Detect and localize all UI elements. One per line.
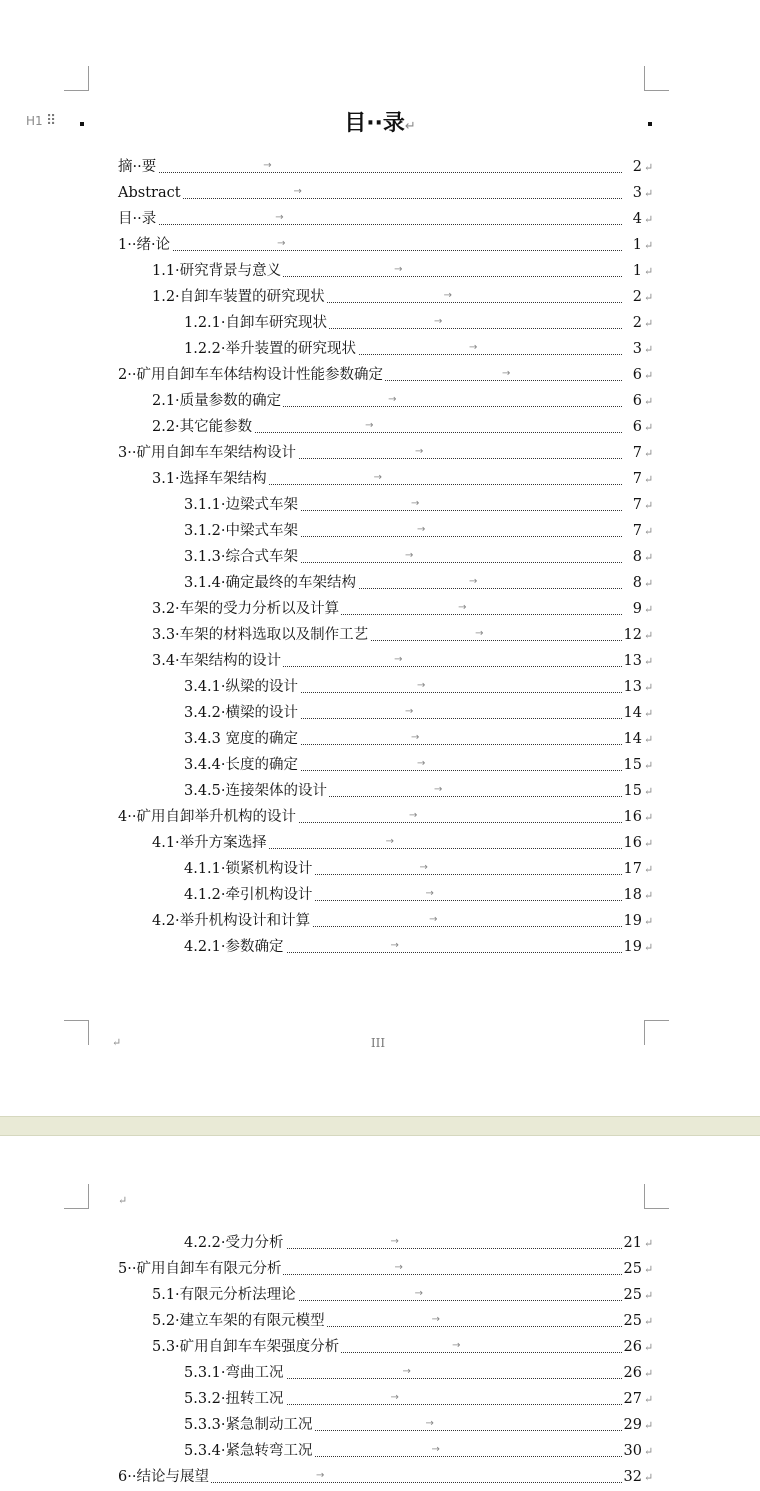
toc-entry[interactable] [0,726,760,752]
paragraph-mark: ↵ [644,655,654,668]
toc-entry-page: 6 [632,367,642,383]
toc-entry-title: 4.1.1·锁紧机构设计 [184,856,315,882]
toc-entry-page: 21 [623,1235,642,1251]
paragraph-mark: ↵ [644,863,654,876]
toc-entry[interactable] [0,1438,760,1464]
toc-entry[interactable] [0,1282,760,1308]
toc-entry-title: 4··矿用自卸举升机构的设计 [118,804,298,830]
paragraph-mark: ↵ [644,213,654,226]
tab-arrow-icon: → [417,680,426,691]
toc-entry[interactable] [0,180,760,206]
tab-arrow-icon: → [443,290,453,301]
toc-entry-page: 15 [623,757,642,773]
tab-arrow-icon: → [394,1262,403,1273]
toc-entry-title: 3.2·车架的受力分析以及计算 [152,596,341,622]
paragraph-mark: ↵ [644,265,654,278]
toc-entry-title: 3.1.4·确定最终的车架结构 [184,570,358,596]
footer-page-number: III [370,1036,386,1050]
paragraph-mark: ↵ [644,603,654,616]
tab-arrow-icon: → [394,654,403,665]
paragraph-mark: ↵ [644,525,654,538]
tab-arrow-icon: → [411,732,420,743]
toc-dot-leader [118,224,622,225]
toc-entry[interactable] [0,440,760,466]
toc-entry-page: 12 [623,627,642,643]
paragraph-mark: ↵ [644,889,654,902]
tab-arrow-icon: → [469,342,478,353]
tab-arrow-icon: → [385,836,395,847]
toc-entry-page: 15 [623,783,642,799]
toc-entry-title: 4.2.2·受力分析 [184,1230,286,1256]
toc-entry[interactable] [0,752,760,778]
toc-entry-page: 25 [623,1287,642,1303]
toc-entry[interactable] [0,232,760,258]
toc-entry[interactable] [0,648,760,674]
tab-arrow-icon: → [394,264,403,275]
page-title [0,106,760,137]
paragraph-mark: ↵ [404,119,416,134]
toc-entry-page: 2 [632,315,642,331]
paragraph-mark: ↵ [644,343,654,356]
toc-entry[interactable] [0,596,760,622]
toc-entry-title: 3··矿用自卸车车架结构设计 [118,440,298,466]
toc-entry-title: 4.1·举升方案选择 [152,830,269,856]
toc-entry[interactable] [0,830,760,856]
tab-arrow-icon: → [263,160,272,171]
toc-entry-page: 19 [623,939,642,955]
tab-arrow-icon: → [429,914,438,925]
toc-entry-title: 3.4.5·连接架体的设计 [184,778,329,804]
tab-arrow-icon: → [452,1340,461,1351]
drag-handle-icon[interactable]: ⠿ [46,113,55,129]
toc-entry[interactable] [0,310,760,336]
tab-arrow-icon: → [425,888,434,899]
paragraph-mark: ↵ [644,1289,654,1302]
tab-arrow-icon: → [431,1314,441,1325]
toc-entry-page: 29 [623,1417,642,1433]
paragraph-mark: ↵ [644,1419,654,1432]
toc-entry-page: 16 [623,835,642,851]
toc-entry-page: 8 [632,575,642,591]
paragraph-mark: ↵ [644,1393,654,1406]
toc-entry[interactable] [0,284,760,310]
margin-corner-top-left [64,66,89,91]
paragraph-mark: ↵ [644,187,654,200]
paragraph-mark: ↵ [644,1237,654,1250]
toc-entry-page: 3 [632,341,642,357]
header-paragraph-mark: ↵ [118,1194,128,1207]
toc-entry[interactable] [0,804,760,830]
footer-paragraph-mark: ↵ [112,1036,122,1049]
tab-arrow-icon: → [475,628,484,639]
toc-entry[interactable] [0,258,760,284]
toc-entry-title: Abstract [118,180,183,206]
paragraph-mark: ↵ [644,811,654,824]
toc-entry-title: 摘··要 [118,154,158,180]
tab-arrow-icon: → [419,862,428,873]
toc-entry-page: 2 [632,159,642,175]
toc-entry-title: 1.2·自卸车装置的研究现状 [152,284,327,310]
toc-entry-page: 1 [632,263,642,279]
toc-entry-page: 6 [632,419,642,435]
toc-entry-page: 7 [632,497,642,513]
paragraph-mark: ↵ [644,1445,654,1458]
toc-entry-title: 3.4.2·横梁的设计 [184,700,300,726]
tab-arrow-icon: → [390,1392,399,1403]
toc-entry-title: 3.4.1·纵梁的设计 [184,674,300,700]
toc-entry-page: 32 [623,1469,642,1485]
paragraph-mark: ↵ [644,395,654,408]
toc-entry-title: 1.1·研究背景与意义 [152,258,283,284]
tab-arrow-icon: → [405,706,414,717]
tab-arrow-icon: → [501,368,511,379]
toc-entry[interactable] [0,934,760,960]
toc-entry-title: 5.3.1·弯曲工况 [184,1360,286,1386]
toc-entry-page: 17 [623,861,642,877]
tab-arrow-icon: → [293,186,302,197]
toc-entry[interactable] [0,518,760,544]
tab-arrow-icon: → [425,1418,434,1429]
toc-entry[interactable] [0,206,760,232]
paragraph-mark: ↵ [644,421,654,434]
toc-entry-page: 14 [623,731,642,747]
toc-dot-leader [118,250,622,251]
page-gap [0,1116,760,1136]
paragraph-mark: ↵ [644,837,654,850]
tab-arrow-icon: → [469,576,478,587]
toc-dot-leader [118,198,622,199]
toc-entry-page: 6 [632,393,642,409]
toc-entry-title: 3.1.2·中梁式车架 [184,518,300,544]
paragraph-mark: ↵ [644,681,654,694]
toc-entry[interactable] [0,674,760,700]
paragraph-mark: ↵ [644,161,654,174]
margin-corner-top-right [644,66,669,91]
toc-entry-title: 4.2.1·参数确定 [184,934,286,960]
toc-entry-title: 3.4·车架结构的设计 [152,648,283,674]
toc-entry-page: 26 [623,1365,642,1381]
paragraph-mark: ↵ [644,1341,654,1354]
toc-entry-title: 5.3.4·紧急转弯工况 [184,1438,315,1464]
tab-arrow-icon: → [434,316,443,327]
tab-arrow-icon: → [315,1470,325,1481]
toc-entry-title: 1.2.2·举升装置的研究现状 [184,336,358,362]
toc-entry-title: 4.1.2·牵引机构设计 [184,882,315,908]
paragraph-mark: ↵ [644,941,654,954]
paragraph-mark: ↵ [644,1471,654,1484]
toc-entry-title: 1··绪·论 [118,232,172,258]
heading-level-tag[interactable]: H1 [26,114,43,128]
document-page-2 [0,1136,760,1485]
paragraph-mark: ↵ [644,915,654,928]
paragraph-mark: ↵ [644,291,654,304]
toc-entry-page: 25 [623,1313,642,1329]
toc-entry[interactable] [0,1360,760,1386]
toc-entry[interactable] [0,336,760,362]
toc-entry-title: 4.2·举升机构设计和计算 [152,908,312,934]
tab-arrow-icon: → [390,1236,399,1247]
toc-entry-title: 5.3.2·扭转工况 [184,1386,286,1412]
toc-entry-title: 5.2·建立车架的有限元模型 [152,1308,327,1334]
paragraph-mark: ↵ [644,369,654,382]
toc-entry[interactable] [0,492,760,518]
toc-entry-page: 26 [623,1339,642,1355]
toc-entry-page: 18 [623,887,642,903]
toc-entry-page: 27 [623,1391,642,1407]
paragraph-mark: ↵ [644,1367,654,1380]
toc-entry[interactable] [0,570,760,596]
tab-arrow-icon: → [402,1366,411,1377]
toc-entry-page: 25 [623,1261,642,1277]
toc-entry[interactable] [0,1308,760,1334]
paragraph-mark: ↵ [644,759,654,772]
toc-entry-title: 2.2·其它能参数 [152,414,254,440]
toc-entry-title: 5.3.3·紧急制动工况 [184,1412,315,1438]
toc-entry[interactable] [0,1230,760,1256]
toc-entry-page: 19 [623,913,642,929]
tab-arrow-icon: → [458,602,467,613]
toc-entry[interactable] [0,1334,760,1360]
toc-dot-leader [118,172,622,173]
paragraph-mark: ↵ [644,707,654,720]
toc-entry-title: 5··矿用自卸车有限元分析 [118,1256,283,1282]
tab-arrow-icon: → [277,238,286,249]
toc-entry[interactable] [0,466,760,492]
toc-entry[interactable] [0,1386,760,1412]
toc-entry-title: 目··录 [118,206,158,232]
toc-entry-page: 30 [623,1443,642,1459]
toc-entry-title: 3.4.3 宽度的确定 [184,726,300,752]
toc-entry-title: 1.2.1·自卸车研究现状 [184,310,329,336]
toc-entry-page: 16 [623,809,642,825]
toc-entry-page: 8 [632,549,642,565]
toc-entry-title: 3.4.4·长度的确定 [184,752,300,778]
toc-entry[interactable] [0,622,760,648]
tab-arrow-icon: → [275,212,284,223]
paragraph-mark: ↵ [644,577,654,590]
toc-entry[interactable] [0,1256,760,1282]
paragraph-mark: ↵ [644,499,654,512]
paragraph-mark: ↵ [644,1315,654,1328]
tab-arrow-icon: → [434,784,443,795]
tab-arrow-icon: → [373,472,383,483]
toc-entry-page: 2 [632,289,642,305]
tab-arrow-icon: → [365,420,374,431]
tab-arrow-icon: → [414,446,424,457]
paragraph-mark: ↵ [644,1263,654,1276]
toc-entry[interactable] [0,1464,760,1490]
toc-entry-page: 13 [623,679,642,695]
toc-entry-page: 9 [632,601,642,617]
tab-arrow-icon: → [414,1288,424,1299]
toc-entry-title: 2··矿用自卸车车体结构设计性能参数确定 [118,362,385,388]
page-title-text: 目··录 [344,111,405,136]
toc-entry-title: 3.1.3·综合式车架 [184,544,300,570]
toc-entry[interactable] [0,700,760,726]
paragraph-mark: ↵ [644,551,654,564]
toc-entry[interactable] [0,1412,760,1438]
toc-entry-page: 1 [632,237,642,253]
toc-entry-page: 13 [623,653,642,669]
toc-entry-page: 7 [632,523,642,539]
paragraph-mark: ↵ [644,785,654,798]
tab-arrow-icon: → [408,810,418,821]
toc-entry[interactable] [0,882,760,908]
toc-entry-page: 4 [632,211,642,227]
paragraph-mark: ↵ [644,473,654,486]
toc-entry[interactable] [0,856,760,882]
tab-arrow-icon: → [431,1444,440,1455]
tab-arrow-icon: → [417,758,426,769]
paragraph-mark: ↵ [644,629,654,642]
paragraph-mark: ↵ [644,239,654,252]
toc-entry-page: 7 [632,445,642,461]
tab-arrow-icon: → [388,394,397,405]
margin-corner-top-left [64,1184,89,1209]
toc-entry[interactable] [0,154,760,180]
margin-corner-top-right [644,1184,669,1209]
toc-entry-title: 5.3·矿用自卸车车架强度分析 [152,1334,341,1360]
toc-entry-title: 3.3·车架的材料选取以及制作工艺 [152,622,370,648]
toc-entry-title: 2.1·质量参数的确定 [152,388,283,414]
toc-entry-title: 6··结论与展望 [118,1464,211,1490]
paragraph-mark: ↵ [644,447,654,460]
toc-entry-title: 3.1.1·边梁式车架 [184,492,300,518]
toc-entry[interactable] [0,908,760,934]
paragraph-mark: ↵ [644,733,654,746]
toc-entry[interactable] [0,414,760,440]
toc-entry-title: 3.1·选择车架结构 [152,466,269,492]
tab-arrow-icon: → [405,550,414,561]
toc-entry[interactable] [0,362,760,388]
tab-arrow-icon: → [390,940,399,951]
toc-entry[interactable] [0,544,760,570]
toc-entry-page: 14 [623,705,642,721]
toc-entry-page: 3 [632,185,642,201]
paragraph-mark: ↵ [644,317,654,330]
toc-entry-page: 7 [632,471,642,487]
toc-entry[interactable] [0,778,760,804]
toc-entry-title: 5.1·有限元分析法理论 [152,1282,298,1308]
tab-arrow-icon: → [411,498,420,509]
toc-entry[interactable] [0,388,760,414]
tab-arrow-icon: → [417,524,426,535]
